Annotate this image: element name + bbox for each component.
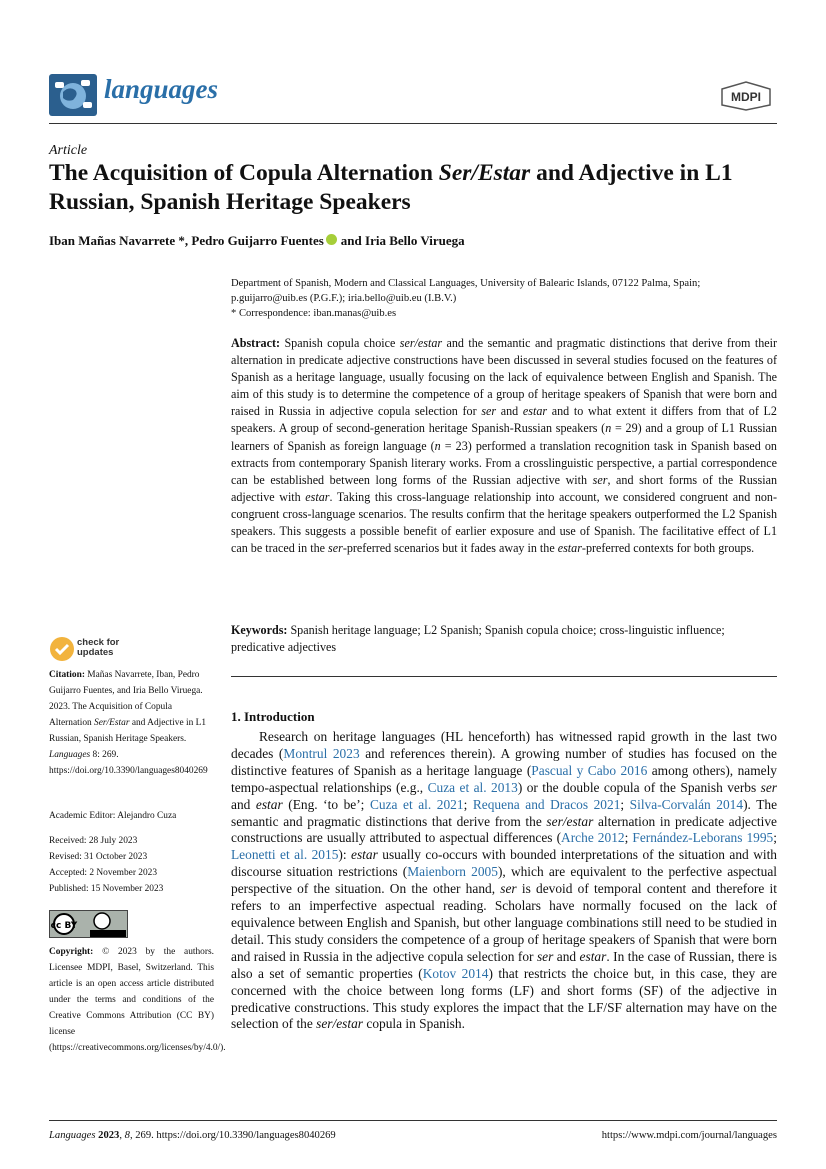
ref-link[interactable]: Montrul 2023 xyxy=(283,745,360,761)
ref-link[interactable]: Pascual y Cabo 2016 xyxy=(531,762,648,778)
header-rule xyxy=(49,123,777,124)
copyright: Copyright: © 2023 by the authors. Licensee MDPI, Basel, Switzerland. This article is an open access article distributed under the terms and conditions of the Creative Commons Attribution (CC BY) license (https://creativecommons.org/licenses/by/4.0/). xyxy=(49,947,226,1053)
footer-url[interactable]: https://www.mdpi.com/journal/languages xyxy=(601,1130,777,1141)
citation: Citation: Mañas Navarrete, Iban, Pedro Guijarro Fuentes, and Iria Bello Viruega. 2023. The Acquisition of Copula Alternation Ser/Estar and Adjective in L1 Russian, Spanish Heritage Speakers. Languages 8: 269. https://doi.org/10.3390/languages8040269 xyxy=(49,670,208,776)
ref-link[interactable]: Kotov 2014 xyxy=(422,965,489,981)
ref-link[interactable]: Requena and Dracos 2021 xyxy=(472,796,621,812)
svg-text:cc BY: cc BY xyxy=(50,921,78,931)
mdpi-logo[interactable] xyxy=(716,81,776,111)
dates: Received: 28 July 2023 Revised: 31 October 2023 Accepted: 2 November 2023 Published: 15 November 2023 xyxy=(49,836,164,894)
ref-link[interactable]: Arche 2012 xyxy=(561,830,625,846)
ref-link[interactable]: Cuza et al. 2021 xyxy=(369,796,464,812)
article-title: The Acquisition of Copula Alternation Ser/Estar and Adjective in L1 Russian, Spanish Heritage Speakers xyxy=(49,160,733,215)
affiliation: Department of Spanish, Modern and Classical Languages, University of Balearic Islands, 07122 Palma, Spain; p.guijarro@uib.es (P.G.F.); iria.bello@uib.eu (I.B.V.) * Correspondence: iban.manas@uib.es xyxy=(231,278,701,319)
keywords: Keywords: Spanish heritage language; L2 Spanish; Spanish copula choice; cross-linguistic influence; predicative adjectives xyxy=(231,623,725,655)
ref-link[interactable]: Maienborn 2005 xyxy=(407,864,498,880)
footer-rule xyxy=(49,1120,777,1121)
cc-icon xyxy=(50,911,127,937)
article-type: Article xyxy=(49,143,88,158)
cc-by-badge[interactable] xyxy=(49,910,128,938)
ref-link[interactable]: Silva-Corvalán 2014 xyxy=(629,796,744,812)
check-updates-label: check for updates xyxy=(77,637,120,658)
check-for-updates-button[interactable] xyxy=(49,636,149,662)
intro-paragraph: Research on heritage languages (HL henceforth) has witnessed rapid growth in the last two decades (Montrul 2023 and references therein). A growing number of studies has focused on the distinctive features of Spanish as a heritage language (Pascual y Cabo 2016 among others), namely tempo-aspectual relationships (e.g., Cuza et al. 2013) or the double copula of the Spanish verbs ser and estar (Eng. ‘to be’; Cuza et al. 2021; Requena and Dracos 2021; Silva-Corvalán 2014). The semantic and pragmatic distinctions that derive from the ser/estar alternation in predicate adjective constructions are usually attributed to aspectual differences (Arche 2012; Fernández-Leborans 1995; Leonetti et al. 2015): estar usually co-occurs with bounded interpretations of the situation and with discourse situation restrictions (Maienborn 2005), which are equivalent to the perfective aspectual perspective of the situation. On the other hand, ser is devoid of temporal content and therefore it refers to an imperfective aspectual reading. Scholars have normally focused on the lack of equivalence between English and Spanish, but other language combinations still need to be studied in detail. This study considers the competence of a group of heritage speakers of Spanish that were born and raised in Russia in the adjective copula selection for ser and estar. In the case of Russian, there is also a set of semantic properties (Kotov 2014) that restricts the choice but, in this case, they are concerned with the choice between long forms (LF) and short forms (SF) of the adjective in predicative constructions. This study explores the impact that the LF/SF alternation may have on the selection of the ser/estar copula in Spanish. xyxy=(231,729,778,1032)
authors: Iban Mañas Navarrete *, Pedro Guijarro Fuentes and Iria Bello Viruega xyxy=(49,233,465,248)
orcid-icon[interactable] xyxy=(326,234,337,245)
ref-link[interactable]: Fernández-Leborans 1995 xyxy=(632,830,774,846)
check-icon xyxy=(49,636,75,662)
globe-icon xyxy=(49,74,97,116)
footer-citation: Languages 2023, 8, 269. https://doi.org/10.3390/languages8040269 xyxy=(49,1130,336,1141)
journal-logo xyxy=(49,74,97,116)
ref-link[interactable]: Leonetti et al. 2015 xyxy=(231,847,339,863)
abstract: Abstract: Spanish copula choice ser/estar and the semantic and pragmatic distinctions that derive from their alternation in predicate adjective constructions have been discussed in several studies focused on the features of Spanish as a heritage language, usually focusing on the lack of equivalence between English and Spanish. The aim of this study is to determine the competence of a group of heritage speakers of Spanish that were born and raised in Russia in adjective copula selection for ser and estar and to what extent it differs from that of L2 speakers. A group of second-generation heritage Spanish-Russian speakers (n = 29) and a group of L1 Russian learners of Spanish as foreign language (n = 23) performed a translation recognition task in Spanish based on extracts from contemporary Spanish literary works. From a crosslinguistic perspective, a partial correspondence can be established between long forms of the Russian adjective with ser, and short forms of the Russian adjective with estar. Taking this cross-language relationship into account, we considered congruent and non-congruent cross-language scenarios. The results confirm that the heritage speakers outperformed the L2 Spanish speakers. This suggests a possible benefit of earlier exposure and use of Spanish. The facilitative effect of L1 can be traced in the ser-preferred scenarios but it fades away in the estar-preferred contexts for both groups. xyxy=(231,336,778,556)
publisher-name: MDPI xyxy=(731,90,761,104)
abstract-rule xyxy=(231,676,777,677)
ref-link[interactable]: Cuza et al. 2013 xyxy=(427,779,518,795)
academic-editor: Academic Editor: Alejandro Cuza xyxy=(49,811,177,821)
journal-name[interactable]: languages xyxy=(104,74,219,104)
section-heading: 1. Introduction xyxy=(231,709,315,724)
